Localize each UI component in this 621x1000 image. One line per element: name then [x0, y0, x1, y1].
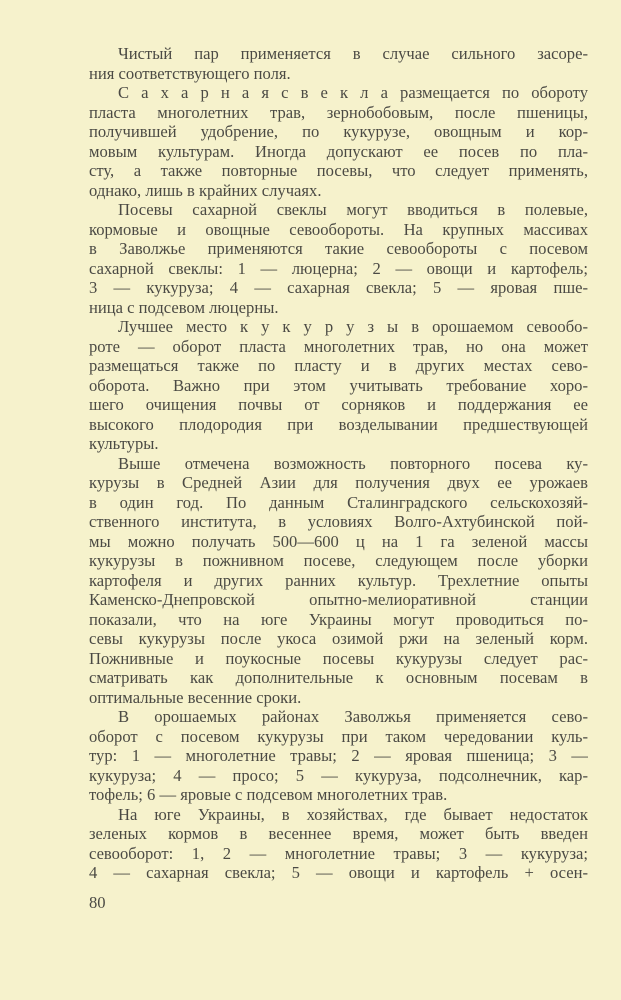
paragraph	[89, 44, 588, 83]
text-line: показали, что на юге Украины могут проводиться по-	[89, 609, 588, 629]
text-line: получившей удобрение, по кукурузе, овощным и кор-	[89, 122, 588, 141]
text-line: севооборот: 1, 2 — многолетние травы; 3 — кукуруза;	[89, 843, 588, 863]
text-line: сматривать как дополнительные к основным посевам в	[89, 668, 588, 687]
text-line: Посевы сахарной свеклы могут вводиться в полевые,	[118, 200, 588, 219]
text-line: Пожнивные и поукосные посевы кукурузы следует рас-	[89, 648, 588, 668]
paragraph	[89, 317, 588, 454]
text-line: сту, а также повторные посевы, что следует применять,	[89, 161, 588, 180]
text-line: ния соответствующего поля.	[89, 63, 291, 83]
text-line: 3 — кукуруза; 4 — сахарная свекла; 5 — яровая пше-	[89, 278, 588, 297]
text-line: пласта многолетних трав, зернобобовым, после пшеницы,	[89, 102, 588, 122]
text-line: тур: 1 — многолетние травы; 2 — яровая пшеница; 3 —	[89, 746, 588, 765]
text-line: севы кукурузы после укоса озимой ржи на зеленый корм.	[89, 629, 588, 648]
paragraph	[89, 200, 588, 317]
page-number: 80	[89, 893, 106, 912]
text-line: кукуруза; 4 — просо; 5 — кукуруза, подсолнечник, кар-	[89, 765, 588, 785]
text-line: мы можно получать 500—600 ц на 1 га зеленой массы	[89, 531, 588, 551]
text-line: сахарной свеклы: 1 — люцерна; 2 — овощи и картофель;	[89, 258, 588, 278]
text-line: культуры.	[89, 434, 159, 453]
text-line: шего очищения почвы от сорняков и поддержания ее	[89, 395, 588, 414]
text-line: Лучшее место к у к у р у з ы в орошаемом севообо-	[118, 317, 588, 336]
paragraph	[89, 707, 588, 805]
text-line: оборота. Важно при этом учитывать требование хоро-	[89, 375, 588, 395]
text-line: С а х а р н а я с в е к л а размещается по обороту	[118, 83, 588, 102]
text-line: кукурузы в пожнивном посеве, следующем после уборки	[89, 551, 588, 570]
paragraph	[89, 454, 588, 708]
text-line: ственного института, в условиях Волго-Ахтубинской пой-	[89, 512, 588, 531]
text-line: 4 — сахарная свекла; 5 — овощи и картофель + осен-	[89, 863, 588, 882]
text-line: оборот с посевом кукурузы при таком чередовании куль-	[89, 726, 588, 746]
text-line: в Заволжье применяются такие севообороты с посевом	[89, 239, 588, 258]
text-line: в один год. По данным Сталинградского сельскохозяй-	[89, 492, 588, 512]
paragraph	[89, 805, 588, 883]
text-line: размещаться также по пласту и в других местах сево-	[89, 356, 588, 375]
text-line: мовым культурам. Иногда допускают ее посев по пла-	[89, 141, 588, 161]
text-line: роте — оборот пласта многолетних трав, но она может	[89, 336, 588, 356]
text-line: высокого плодородия при возделывании предшествующей	[89, 414, 588, 434]
text-line: тофель; 6 — яровые с подсевом многолетних трав.	[89, 785, 448, 804]
text-line: зеленых кормов в весеннее время, может быть введен	[89, 824, 588, 843]
text-line: Каменско-Днепровской опытно-мелиоративной станции	[89, 590, 588, 609]
text-line: ница с подсевом люцерны.	[89, 297, 279, 317]
text-line: однако, лишь в крайних случаях.	[89, 180, 322, 200]
text-line: В орошаемых районах Заволжья применяется сево-	[118, 707, 588, 726]
text-line: Чистый пар применяется в случае сильного засоре-	[118, 44, 588, 63]
text-line: оптимальные весенние сроки.	[89, 687, 302, 707]
paragraph	[89, 83, 588, 200]
text-line: кормовые и овощные севообороты. На крупных массивах	[89, 219, 588, 239]
text-line: курузы в Средней Азии для получения двух ее урожаев	[89, 473, 588, 492]
text-line: Выше отмечена возможность повторного посева ку-	[118, 453, 588, 473]
text-line: картофеля и других ранних культур. Трехлетние опыты	[89, 570, 588, 590]
text-line: На юге Украины, в хозяйствах, где бывает недостаток	[118, 804, 588, 824]
page-body-text	[89, 44, 588, 883]
